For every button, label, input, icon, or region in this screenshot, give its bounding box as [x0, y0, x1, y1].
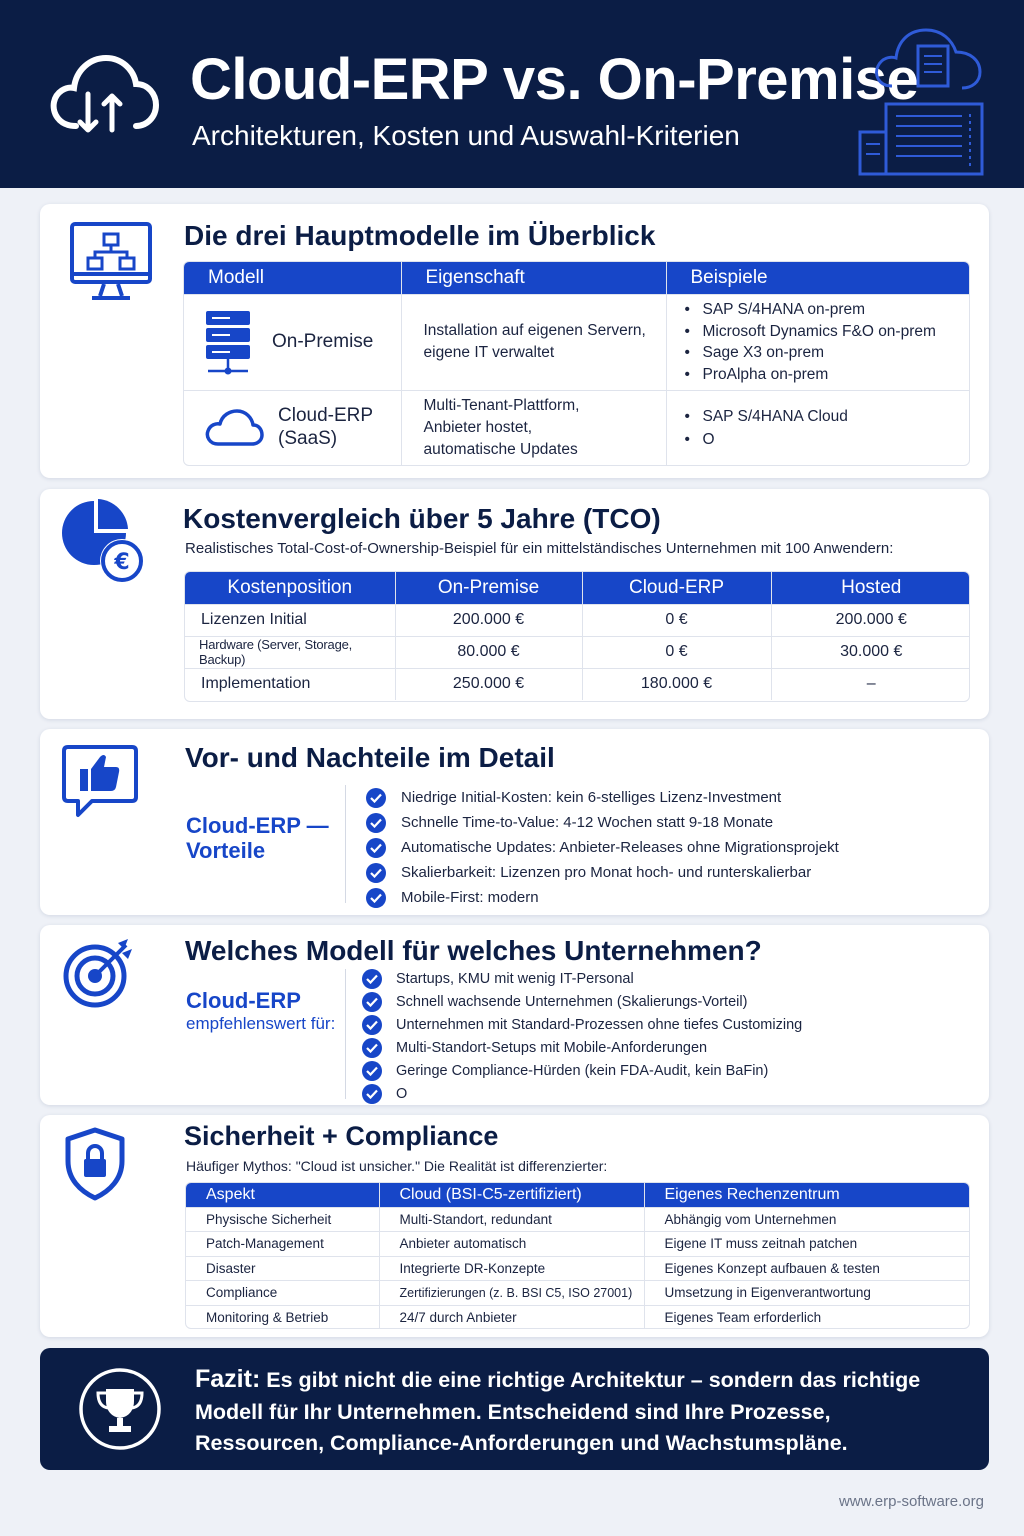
checkmark-icon	[362, 969, 382, 989]
list-item	[366, 835, 839, 860]
list-item	[362, 1013, 802, 1036]
list-item	[362, 1036, 802, 1059]
conclusion-lead: Fazit:	[195, 1365, 261, 1393]
table-header-row	[184, 262, 970, 294]
list-item-text: Multi-Standort-Setups mit Mobile-Anforderungen	[396, 1039, 708, 1056]
tco-subtitle: Realistisches Total-Cost-of-Ownership-Beispiel für ein mittelständisches Unternehmen mit 100 Anwendern:	[185, 540, 894, 557]
table-row	[185, 636, 970, 668]
server-rack-icon	[204, 309, 252, 375]
checkmark-icon	[366, 888, 386, 908]
fit-label	[186, 988, 335, 1035]
models-card	[40, 204, 989, 478]
list-item-text: Startups, KMU mit wenig IT-Personal	[396, 970, 634, 987]
checkmark-icon	[366, 813, 386, 833]
table-cell: 30.000 €	[771, 636, 970, 668]
list-item-text: Geringe Compliance-Hürden (kein FDA-Audit, kein BaFin)	[396, 1062, 769, 1079]
column-header: Eigenes Rechenzentrum	[644, 1183, 970, 1207]
table-cell: 0 €	[582, 636, 771, 668]
table-row	[185, 668, 970, 700]
property-line: automatische Updates	[423, 441, 578, 459]
list-item-text: Schnell wachsende Unternehmen (Skalierungs-Vorteil)	[396, 993, 748, 1010]
table-row	[184, 294, 970, 390]
checkmark-icon	[362, 1084, 382, 1104]
list-item-text: Automatische Updates: Anbieter-Releases ohne Migrationsprojekt	[401, 839, 839, 856]
table-cell: Multi-Standort, redundant	[379, 1207, 644, 1232]
pros-label	[186, 813, 329, 863]
checkmark-icon	[362, 1061, 382, 1081]
column-header: Aspekt	[186, 1183, 379, 1207]
checkmark-icon	[366, 838, 386, 858]
models-table	[184, 262, 970, 466]
list-item-text: Mobile-First: modern	[401, 889, 539, 906]
table-cell	[184, 294, 401, 390]
page-title: Cloud-ERP vs. On-Premise	[190, 47, 919, 112]
table-cell: Eigene IT muss zeitnah patchen	[644, 1232, 970, 1257]
table-row	[186, 1281, 970, 1306]
list-item	[362, 990, 802, 1013]
table-cell: 24/7 durch Anbieter	[379, 1305, 644, 1329]
table-cell: Eigenes Team erforderlich	[644, 1305, 970, 1329]
checkmark-icon	[366, 863, 386, 883]
pros-label-line: Cloud-ERP —	[186, 813, 329, 838]
fit-title: Welches Modell für welches Unternehmen?	[185, 935, 762, 966]
column-header: Modell	[184, 262, 401, 294]
monitor-sitemap-icon	[70, 222, 152, 302]
table-header-row	[186, 1183, 970, 1207]
models-table-frame	[183, 261, 970, 466]
security-table	[186, 1183, 970, 1329]
model-name	[278, 405, 373, 451]
list-item: • Microsoft Dynamics F&O on-prem	[685, 321, 971, 343]
checkmark-icon	[362, 992, 382, 1012]
table-row	[186, 1232, 970, 1257]
table-header-row	[185, 572, 970, 604]
table-cell: Lizenzen Initial	[185, 604, 395, 636]
column-header: Hosted	[771, 572, 970, 604]
list-item	[366, 785, 839, 810]
table-cell: –	[771, 668, 970, 700]
table-cell: 180.000 €	[582, 668, 771, 700]
target-icon	[62, 937, 134, 1009]
table-cell: Disaster	[186, 1256, 379, 1281]
examples-list	[667, 405, 971, 451]
divider	[345, 785, 346, 903]
table-cell: Implementation	[185, 668, 395, 700]
page-subtitle: Architekturen, Kosten und Auswahl-Kriterien	[192, 120, 740, 151]
conclusion-body: Es gibt nicht die eine richtige Architektur – sondern das richtige Modell für Ihr Unternehmen. Entscheidend sind Ihre Prozesse, Ressourcen, Compliance-Anforderungen und Wachstumspläne.	[195, 1368, 921, 1455]
conclusion-text	[195, 1364, 955, 1460]
table-cell: 0 €	[582, 604, 771, 636]
security-card	[40, 1115, 989, 1337]
table-cell: Integrierte DR-Konzepte	[379, 1256, 644, 1281]
list-item	[362, 1059, 802, 1082]
list-item: • SAP S/4HANA on-prem	[685, 299, 971, 321]
list-item-text: Niedrige Initial-Kosten: kein 6-stelliges Lizenz-Investment	[401, 789, 782, 806]
pie-chart-euro-icon	[60, 499, 146, 585]
security-subtitle: Häufiger Mythos: "Cloud ist unsicher." Die Realität ist differenzierter:	[186, 1158, 608, 1174]
list-item-text: Unternehmen mit Standard-Prozessen ohne tiefes Customizing	[396, 1016, 803, 1033]
property-line: Anbieter hostet,	[423, 419, 533, 437]
pros-list	[366, 785, 839, 910]
security-title: Sicherheit + Compliance	[184, 1121, 499, 1151]
table-cell	[401, 294, 666, 390]
table-row	[184, 390, 970, 466]
column-header: Kostenposition	[185, 572, 395, 604]
table-cell	[666, 390, 970, 466]
list-item: • Sage X3 on-prem	[685, 342, 971, 364]
pros-card	[40, 729, 989, 915]
property-line: Multi-Tenant-Plattform,	[423, 397, 580, 415]
header-banner	[0, 0, 1024, 188]
list-item: • ProAlpha on-prem	[685, 364, 971, 386]
divider	[345, 969, 346, 1099]
table-cell: 250.000 €	[395, 668, 582, 700]
cloud-sync-icon	[48, 50, 160, 136]
table-row	[185, 604, 970, 636]
list-item-text: O	[396, 1085, 408, 1102]
table-row	[186, 1256, 970, 1281]
pros-title: Vor- und Nachteile im Detail	[185, 742, 555, 773]
shield-lock-icon	[64, 1127, 126, 1201]
footer-url: www.erp-software.org	[838, 1493, 984, 1510]
thumbs-up-icon	[62, 743, 140, 821]
list-item: • SAP S/4HANA Cloud	[685, 405, 971, 428]
table-cell: Compliance	[186, 1281, 379, 1306]
list-item	[362, 967, 802, 990]
tco-table	[185, 572, 970, 700]
table-cell: Anbieter automatisch	[379, 1232, 644, 1257]
column-header: Cloud-ERP	[582, 572, 771, 604]
table-cell: Abhängig vom Unternehmen	[644, 1207, 970, 1232]
models-title: Die drei Hauptmodelle im Überblick	[184, 220, 656, 251]
table-cell: 200.000 €	[771, 604, 970, 636]
table-cell: Patch-Management	[186, 1232, 379, 1257]
table-cell: 80.000 €	[395, 636, 582, 668]
model-name: On-Premise	[272, 330, 374, 352]
column-header: Cloud (BSI-C5-zertifiziert)	[379, 1183, 644, 1207]
pros-label-line: Vorteile	[186, 838, 266, 863]
tco-title: Kostenvergleich über 5 Jahre (TCO)	[183, 503, 661, 534]
table-cell: Eigenes Konzept aufbauen & testen	[644, 1256, 970, 1281]
table-row	[186, 1305, 970, 1329]
property-line: eigene IT verwaltet	[423, 344, 555, 361]
column-header: Beispiele	[666, 262, 970, 294]
security-table-frame	[185, 1182, 970, 1329]
table-row	[186, 1207, 970, 1232]
table-cell: Monitoring & Betrieb	[186, 1305, 379, 1329]
model-name-line: (SaaS)	[278, 428, 338, 450]
list-item	[366, 810, 839, 835]
list-item	[366, 885, 839, 910]
table-cell	[401, 390, 666, 466]
fit-label-main: Cloud-ERP	[186, 988, 301, 1013]
table-cell: Zertifizierungen (z. B. BSI C5, ISO 27001)	[379, 1281, 644, 1306]
trophy-icon	[78, 1367, 162, 1451]
list-item	[366, 860, 839, 885]
cloud-icon	[204, 408, 264, 448]
checkmark-icon	[366, 788, 386, 808]
table-cell: Hardware (Server, Storage, Backup)	[185, 636, 395, 668]
fit-list	[362, 967, 802, 1105]
column-header: On-Premise	[395, 572, 582, 604]
list-item: • O	[685, 428, 971, 451]
fit-card	[40, 925, 989, 1105]
table-cell: Physische Sicherheit	[186, 1207, 379, 1232]
table-cell: Umsetzung in Eigenverantwortung	[644, 1281, 970, 1306]
table-cell	[666, 294, 970, 390]
svg-text:€: €	[114, 550, 130, 575]
property-line: Installation auf eigenen Servern,	[423, 322, 646, 339]
model-name-line: Cloud-ERP	[278, 405, 374, 427]
list-item	[362, 1082, 802, 1105]
fit-label-sub: empfehlenswert für:	[186, 1014, 336, 1033]
conclusion-banner	[40, 1348, 989, 1470]
checkmark-icon	[362, 1038, 382, 1058]
tco-card	[40, 489, 989, 719]
checkmark-icon	[362, 1015, 382, 1035]
list-item-text: Skalierbarkeit: Lizenzen pro Monat hoch- und runterskalierbar	[401, 864, 812, 881]
examples-list	[667, 299, 971, 385]
table-cell: 200.000 €	[395, 604, 582, 636]
tco-table-frame	[184, 571, 970, 702]
list-item-text: Schnelle Time-to-Value: 4-12 Wochen statt 9-18 Monate	[401, 814, 774, 831]
table-cell	[184, 390, 401, 466]
cloud-datacenter-icon	[852, 8, 992, 178]
column-header: Eigenschaft	[401, 262, 666, 294]
